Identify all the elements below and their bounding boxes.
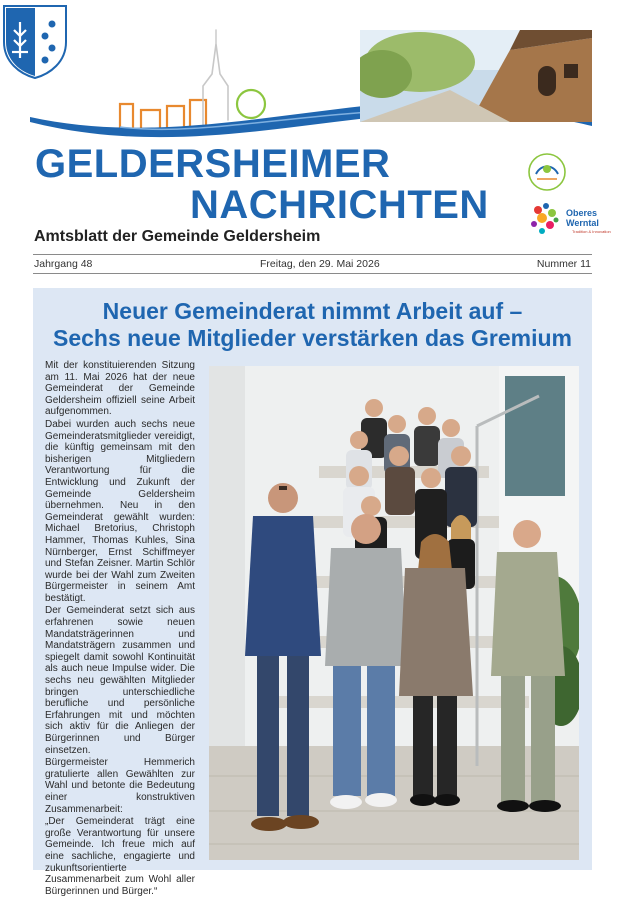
masthead [0,0,625,150]
regional-seal-logo-icon [527,152,567,192]
article-paragraph: Der Gemeinderat setzt sich aus erfahrenen sowie neuen Mandatsträgerinnen und Mandatsträgern zusammen und spiegelt damit sowohl Kontinuität als auch neue Impulse wider. Die sechs neu gewählten Mitglieder bringen unterschiedliche berufliche und persönliche Erfahrungen mit und möchten sich aktiv für die Anliegen der Bürgerinnen und Bürger einsetzen. [45,605,195,756]
article-headline-line2: Sechs neue Mitglieder verstärken das Gremium [53,325,572,351]
issue-volume: Jahrgang 48 [34,258,93,270]
newspaper-title-line1: GELDERSHEIMER [35,142,391,186]
issue-info-bar [33,254,592,274]
lead-article [33,288,592,897]
article-paragraph: Bürgermeister Hemmerich gratulierte allen Gewählten zur Wahl und betonte die Bedeutung einer konstruktiven Zusammenarbeit: [45,757,195,815]
article-headline-line1: Neuer Gemeinderat nimmt Arbeit auf – [102,298,523,324]
article-body [45,360,195,897]
werntal-word-1: Oberes [566,208,598,218]
newspaper-title-line2: NACHRICHTEN [190,183,489,227]
issue-number: Nummer 11 [536,258,591,270]
article-paragraph: „Der Gemeinderat trägt eine große Verantwortung für unsere Gemeinde. Ich freue mich auf eine sachliche, engagierte und zukunftsorientierte Zusammenarbeit zum Wohl aller Bürgerinnen und Bürger.“ [45,816,195,897]
oberes-werntal-tagline: Tradition & Innovation [572,229,611,234]
council-group-photo [209,366,579,860]
werntal-word-2: Werntal [566,218,599,228]
village-street-photo [360,30,592,122]
article-paragraph: Dabei wurden auch sechs neue Gemeinderatsmitglieder vereidigt, die künftig gemeinsam mit den bisherigen Mitgliedern Verantwortung für die Entwicklung und Zukunft der Gemeinde Geldersheim übernehmen. Neu in den Gemeinderat gewählt wurden: Michael Bretorius, Christoph Hammer, Thomas Kuhles, Sina Nürnberger, Ernst Schiffmeyer und Stefan Zeisner. Martin Schlör wurde bei der Wahl zum Zweiten Bürgermeister in seinem Amt bestätigt. [45,418,195,604]
newspaper-subtitle: Amtsblatt der Gemeinde Geldersheim [34,228,321,245]
article-paragraph: Mit der konstituierenden Sitzung am 11. Mai 2026 hat der neue Gemeinderat der Gemeinde Geldersheim offiziell seine Arbeit aufgenommen. [45,360,195,418]
coat-of-arms-icon [0,0,70,80]
oberes-werntal-wordmark [566,208,599,228]
issue-date: Freitag, den 29. Mai 2026 [260,258,380,270]
